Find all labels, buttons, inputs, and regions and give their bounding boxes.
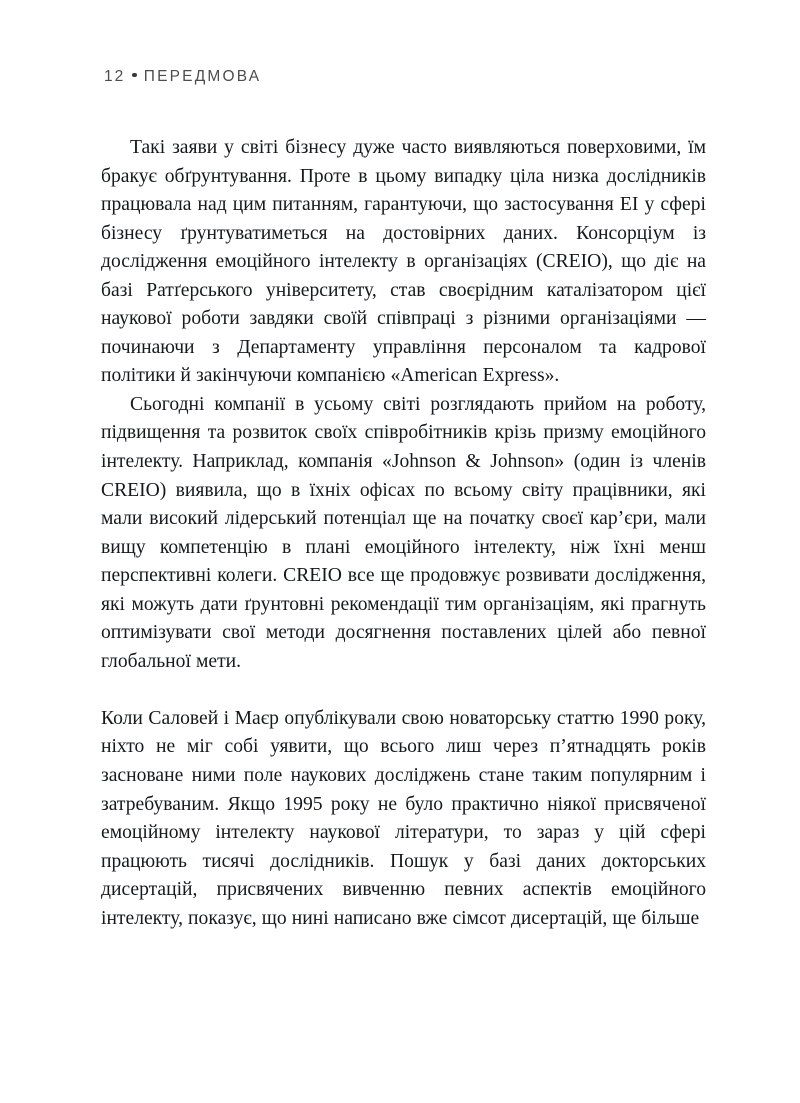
running-head bbox=[104, 68, 261, 86]
paragraph-2: Сьогодні компанії в усьому світі розглядають прийом на роботу, підвищення та розвиток своїх співробітників крізь призму емоційного інтелекту. Наприклад, компанія «Johnson & Johnson» (один із членів CREIO) виявила, що в їхніх офісах по всьому світу працівники, які мали високий лідерський потенціал ще на початку своєї кар’єри, мали вищу компетенцію в плані емоційного інтелекту, ніж їхні менш перспективні колеги. CREIO все ще продовжує розвивати дослідження, які можуть дати ґрунтовні рекомендації тим організаціям, які прагнуть оптимізувати свої методи досягнення поставлених цілей або певної глобальної мети. bbox=[101, 393, 706, 672]
paragraph-3: Коли Саловей і Маєр опублікували свою новаторську статтю 1990 року, ніхто не міг собі уявити, що всього лиш через п’ятнадцять років засноване ними поле наукових досліджень стане таким популярним і затребуваним. Якщо 1995 року не було практично ніякої присвяченої емоційному інтелекту наукової літератури, то зараз у цій сфері працюють тисячі дослідників. Пошук у базі даних докторських дисертацій, присвячених вивченню певних аспектів емоційного інтелекту, показує, що нині написано вже сімсот дисертацій, ще більше bbox=[101, 707, 706, 929]
paragraph-1: Такі заяви у світі бізнесу дуже часто виявляються поверховими, їм бракує обґрунтування. Проте в цьому випадку ціла низка дослідників працювала над цим питанням, гарантуючи, що застосування ЕІ у сфері бізнесу ґрунтуватиметься на достовірних даних. Консорціум із дослідження емоційного інтелекту в організаціях (CREIO), що діє на базі Ратґерського університету, став своєрідним каталізатором цієї наукової роботи завдяки своїй співпраці з різними організаціями — починаючи з Департаменту управління персоналом та кадрової політики й закінчуючи компанією «American Express». bbox=[101, 137, 706, 387]
page-number: 12 bbox=[104, 68, 126, 85]
body-text-block bbox=[101, 134, 706, 933]
bullet-separator-icon bbox=[125, 67, 144, 83]
chapter-title: ПЕРЕДМОВА bbox=[143, 68, 262, 85]
